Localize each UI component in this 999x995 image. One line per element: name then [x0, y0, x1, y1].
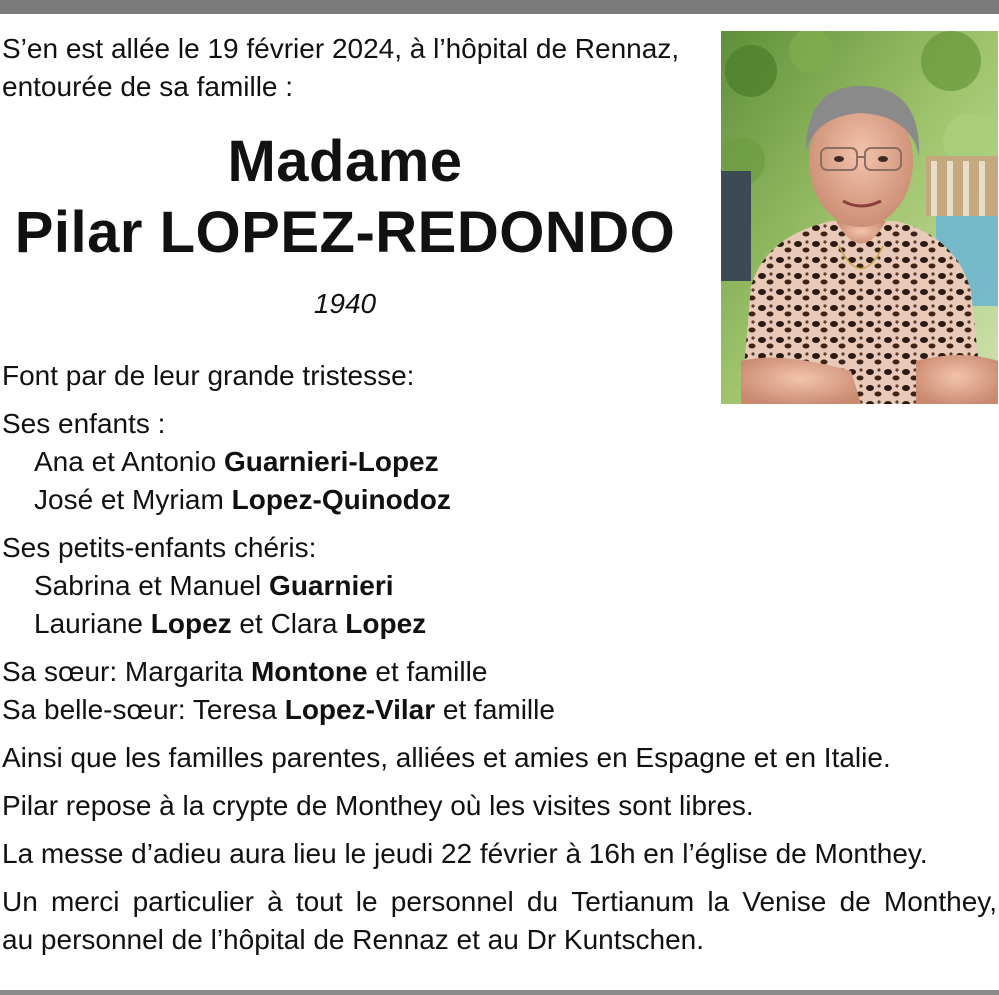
sister-prefix: Sa sœur: Margarita: [2, 656, 251, 687]
thanks-word: tout: [295, 886, 343, 917]
grandchild-entry-1: [2, 567, 999, 605]
thanks-word: personnel: [390, 886, 514, 917]
thanks-word: le: [355, 886, 378, 917]
child-entry-2: [2, 481, 999, 519]
thanks-word: Monthey,: [883, 886, 997, 917]
deceased-name-block: [0, 128, 690, 320]
sister-in-law-line: [2, 691, 999, 729]
child-2-given: José et Myriam: [34, 484, 232, 515]
thanks-line-2: au personnel de l’hôpital de Rennaz et au Dr Kuntschen.: [2, 924, 705, 955]
grandchildren-section: [2, 529, 999, 643]
top-divider: [0, 0, 999, 14]
grandchild-entry-2: [2, 605, 999, 643]
intro-text: [2, 30, 712, 106]
siblings-section: [2, 653, 999, 729]
deceased-name: Pilar LOPEZ-REDONDO: [14, 200, 676, 265]
obituary-body: [2, 357, 999, 959]
sister-surname: Montone: [250, 656, 368, 687]
thanks-word: Tertianum: [571, 886, 695, 917]
grandchildren-label: Ses petits-enfants chéris:: [2, 532, 317, 563]
thanks-word: Venise: [742, 886, 827, 917]
sister-in-law-prefix: Sa belle-sœur: Teresa: [2, 694, 285, 725]
birth-year: 1940: [313, 288, 377, 319]
bottom-divider: [0, 990, 999, 995]
thanks-word: de: [839, 886, 871, 917]
child-1-surname: Guarnieri-Lopez: [223, 446, 439, 477]
thanks-word: particulier: [132, 886, 254, 917]
sister-suffix: et famille: [367, 656, 488, 687]
grandchild-1-surname: Guarnieri: [269, 570, 394, 601]
intro-line-2: entourée de sa famille :: [2, 71, 294, 102]
grandchild-2-given: Lauriane: [34, 608, 151, 639]
intro-line-1: S’en est allée le 19 février 2024, à l’hôpital de Rennaz,: [2, 33, 680, 64]
grandchild-2-surname: Lopez: [150, 608, 232, 639]
child-entry-1: [2, 443, 999, 481]
thanks-section: [2, 883, 999, 959]
sister-line: [2, 653, 999, 691]
children-section: [2, 405, 999, 519]
sister-in-law-suffix: et famille: [435, 694, 555, 725]
deceased-title: Madame: [227, 129, 463, 194]
child-2-surname: Lopez-Quinodoz: [231, 484, 451, 515]
portrait-image: [721, 31, 998, 404]
thanks-word: du: [526, 886, 559, 917]
children-label: Ses enfants :: [2, 408, 166, 439]
thanks-word: merci: [50, 886, 120, 917]
sister-in-law-surname: Lopez-Vilar: [284, 694, 436, 725]
mass-line: La messe d’adieu aura lieu le jeudi 22 février à 16h en l’église de Monthey.: [2, 838, 928, 869]
thanks-word: la: [707, 886, 730, 917]
portrait-photo: [721, 31, 998, 404]
thanks-line-1: [2, 883, 997, 921]
rest-place-line: Pilar repose à la crypte de Monthey où les visites sont libres.: [2, 790, 754, 821]
thanks-word: à: [267, 886, 283, 917]
announcement-line: Font par de leur grande tristesse:: [2, 360, 415, 391]
thanks-word: Un: [2, 886, 38, 917]
relatives-line: Ainsi que les familles parentes, alliées et amies en Espagne et en Italie.: [2, 742, 891, 773]
grandchild-1-given: Sabrina et Manuel: [34, 570, 270, 601]
grandchild-3-surname: Lopez: [345, 608, 427, 639]
child-1-given: Ana et Antonio: [34, 446, 224, 477]
grandchild-2-middle: et Clara: [231, 608, 346, 639]
